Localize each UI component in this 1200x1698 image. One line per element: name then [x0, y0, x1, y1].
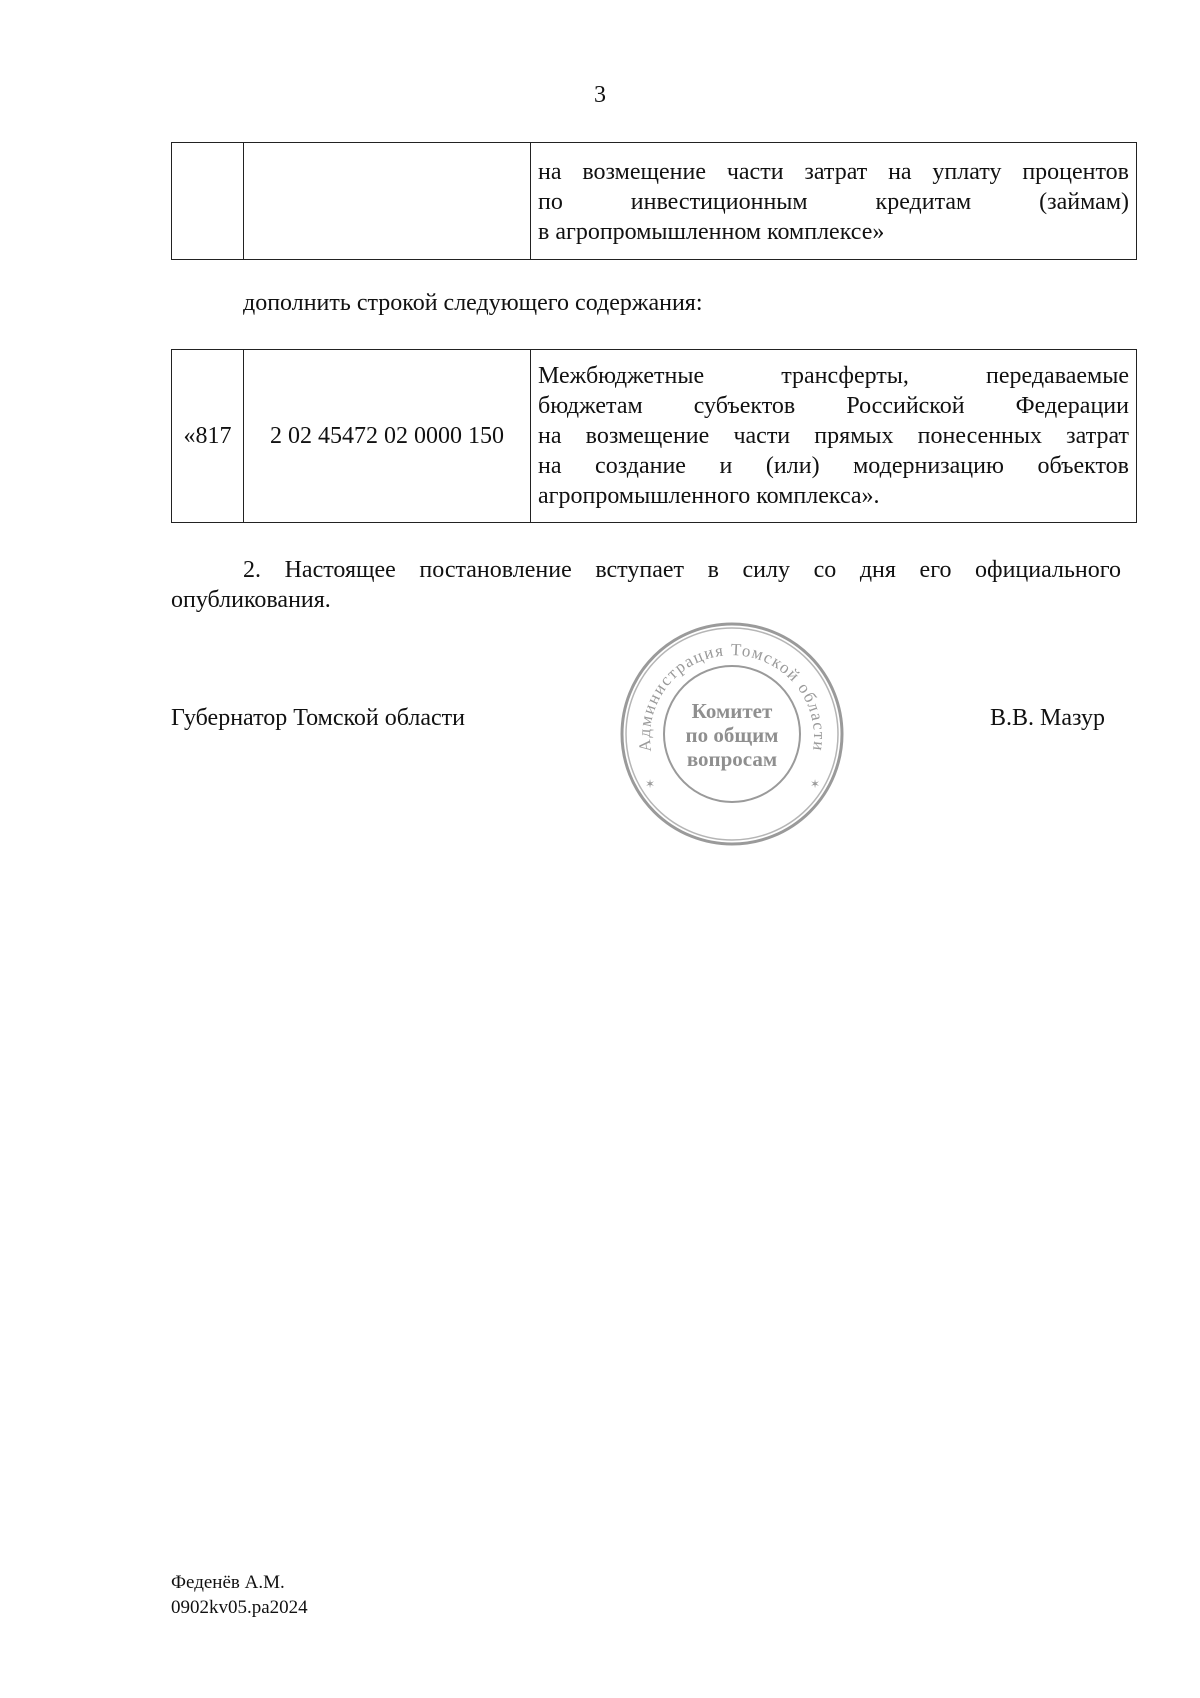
signatory-title: Губернатор Томской области — [171, 705, 465, 731]
description-line: на возмещение части прямых понесенных затрат — [538, 423, 1129, 449]
signatory-name: В.В. Мазур — [990, 705, 1105, 731]
description-line: на создание и (или) модернизацию объектов — [538, 453, 1129, 479]
budget-code-cell: 2 02 45472 02 0000 150 — [244, 350, 531, 523]
table-cell-empty-2 — [244, 143, 531, 260]
continued-table — [171, 142, 1137, 260]
stamp-center-line: Комитет — [691, 699, 773, 723]
description-line: в агропромышленном комплексе» — [538, 219, 885, 245]
table-row — [172, 350, 1137, 523]
paragraph-line: опубликования. — [171, 587, 331, 613]
footer-author: Феденёв А.М. — [171, 1572, 285, 1593]
new-row-table — [171, 349, 1137, 523]
description-line: Межбюджетные трансферты, передаваемые — [538, 363, 1129, 389]
description-line: на возмещение части затрат на уплату процентов — [538, 159, 1129, 185]
table-cell-description — [531, 350, 1137, 523]
admin-code-cell: «817 — [172, 350, 244, 523]
footer-code: 0902kv05.pa2024 — [171, 1597, 308, 1618]
table-row — [172, 143, 1137, 260]
page-number: 3 — [594, 82, 606, 108]
table-cell-description — [531, 143, 1137, 260]
stamp-star-icon: ✶ — [645, 777, 656, 791]
table-cell-empty-1 — [172, 143, 244, 260]
stamp-center-line: по общим — [685, 723, 779, 747]
intro-text: дополнить строкой следующего содержания: — [243, 290, 703, 316]
stamp-center-line: вопросам — [686, 747, 778, 771]
footer — [171, 1570, 308, 1620]
paragraph-line: 2. Настоящее постановление вступает в силу со дня его официального — [243, 557, 1121, 583]
effective-date-paragraph — [171, 555, 1121, 615]
description-line: бюджетам субъектов Российской Федерации — [538, 393, 1129, 419]
description-line: по инвестиционным кредитам (займам) — [538, 189, 1129, 215]
official-stamp — [616, 618, 848, 850]
description-line: агропромышленного комплекса». — [538, 483, 880, 509]
stamp-star-icon: ✶ — [810, 777, 821, 791]
stamp-ring-text: Администрация Томской области — [634, 640, 830, 754]
